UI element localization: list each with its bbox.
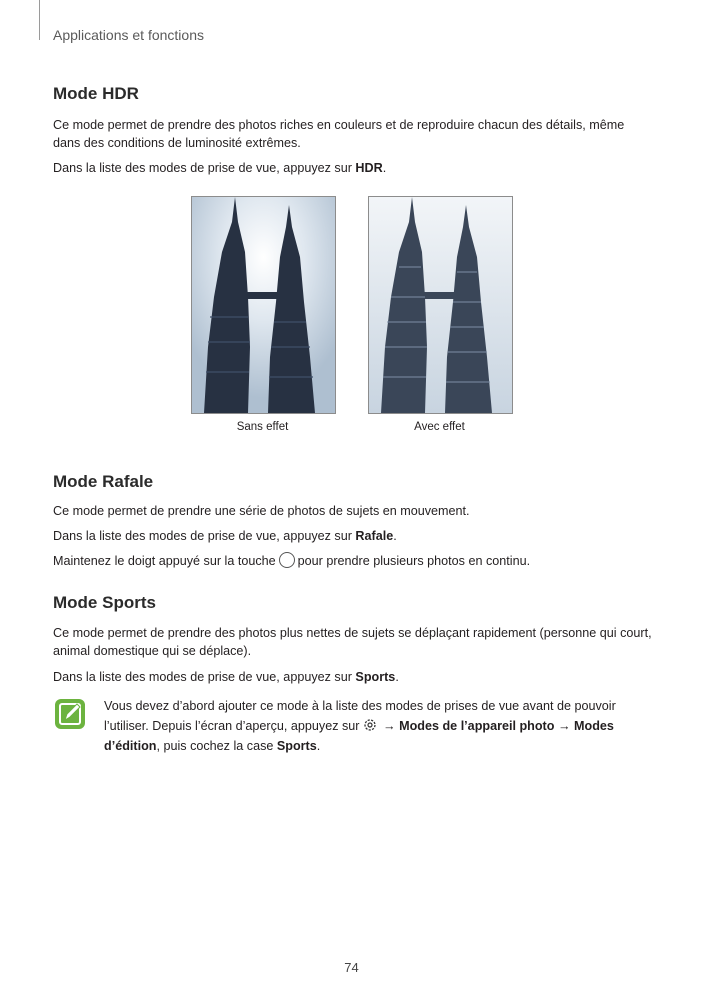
sports-mode-name: Sports: [355, 670, 396, 684]
shutter-button-icon: [279, 552, 295, 568]
caption-with-effect: Avec effet: [414, 421, 465, 433]
rafale-instruction: Dans la liste des modes de prise de vue, appuyez sur Rafale.: [53, 529, 397, 543]
photo-without-effect: [191, 196, 336, 414]
caption-without-effect: Sans effet: [236, 421, 289, 433]
rafale-mode-name: Rafale: [355, 529, 394, 543]
rafale-heading: Mode Rafale: [53, 472, 154, 491]
note-text: Vous devez d’abord ajouter ce mode à la liste des modes de prises de vue avant de pouvoir l’utiliser. Depuis l’écran d’aperçu, appuyez sur → Modes de l’appareil photo → Modes d’édition, puis cochez la case Sports.: [104, 699, 616, 753]
note-icon: [54, 698, 86, 730]
gear-icon: [362, 717, 378, 733]
sports-description: Ce mode permet de prendre des photos plus nettes de sujets se déplaçant rapidement (personne qui court, animal domestique qui se déplace).: [53, 626, 652, 658]
sports-heading: Mode Sports: [53, 593, 156, 612]
page-header: Applications et fonctions: [53, 27, 204, 43]
hdr-instruction: Dans la liste des modes de prise de vue, appuyez sur HDR.: [53, 161, 387, 175]
page-number: 74: [344, 960, 359, 975]
rafale-description: Ce mode permet de prendre une série de photos de sujets en mouvement.: [53, 504, 470, 518]
rafale-hold-instruction: Maintenez le doigt appuyé sur la touche pour prendre plusieurs photos en continu.: [53, 554, 531, 568]
hdr-heading: Mode HDR: [53, 84, 139, 103]
photo-with-effect: [368, 196, 513, 414]
header-rule: [39, 0, 40, 40]
hdr-description: Ce mode permet de prendre des photos riches en couleurs et de reproduire chacun des détails, même dans des conditions de luminosité extrêmes.: [53, 118, 625, 150]
hdr-mode-name: HDR: [355, 161, 383, 175]
sports-instruction: Dans la liste des modes de prise de vue, appuyez sur Sports.: [53, 670, 399, 684]
